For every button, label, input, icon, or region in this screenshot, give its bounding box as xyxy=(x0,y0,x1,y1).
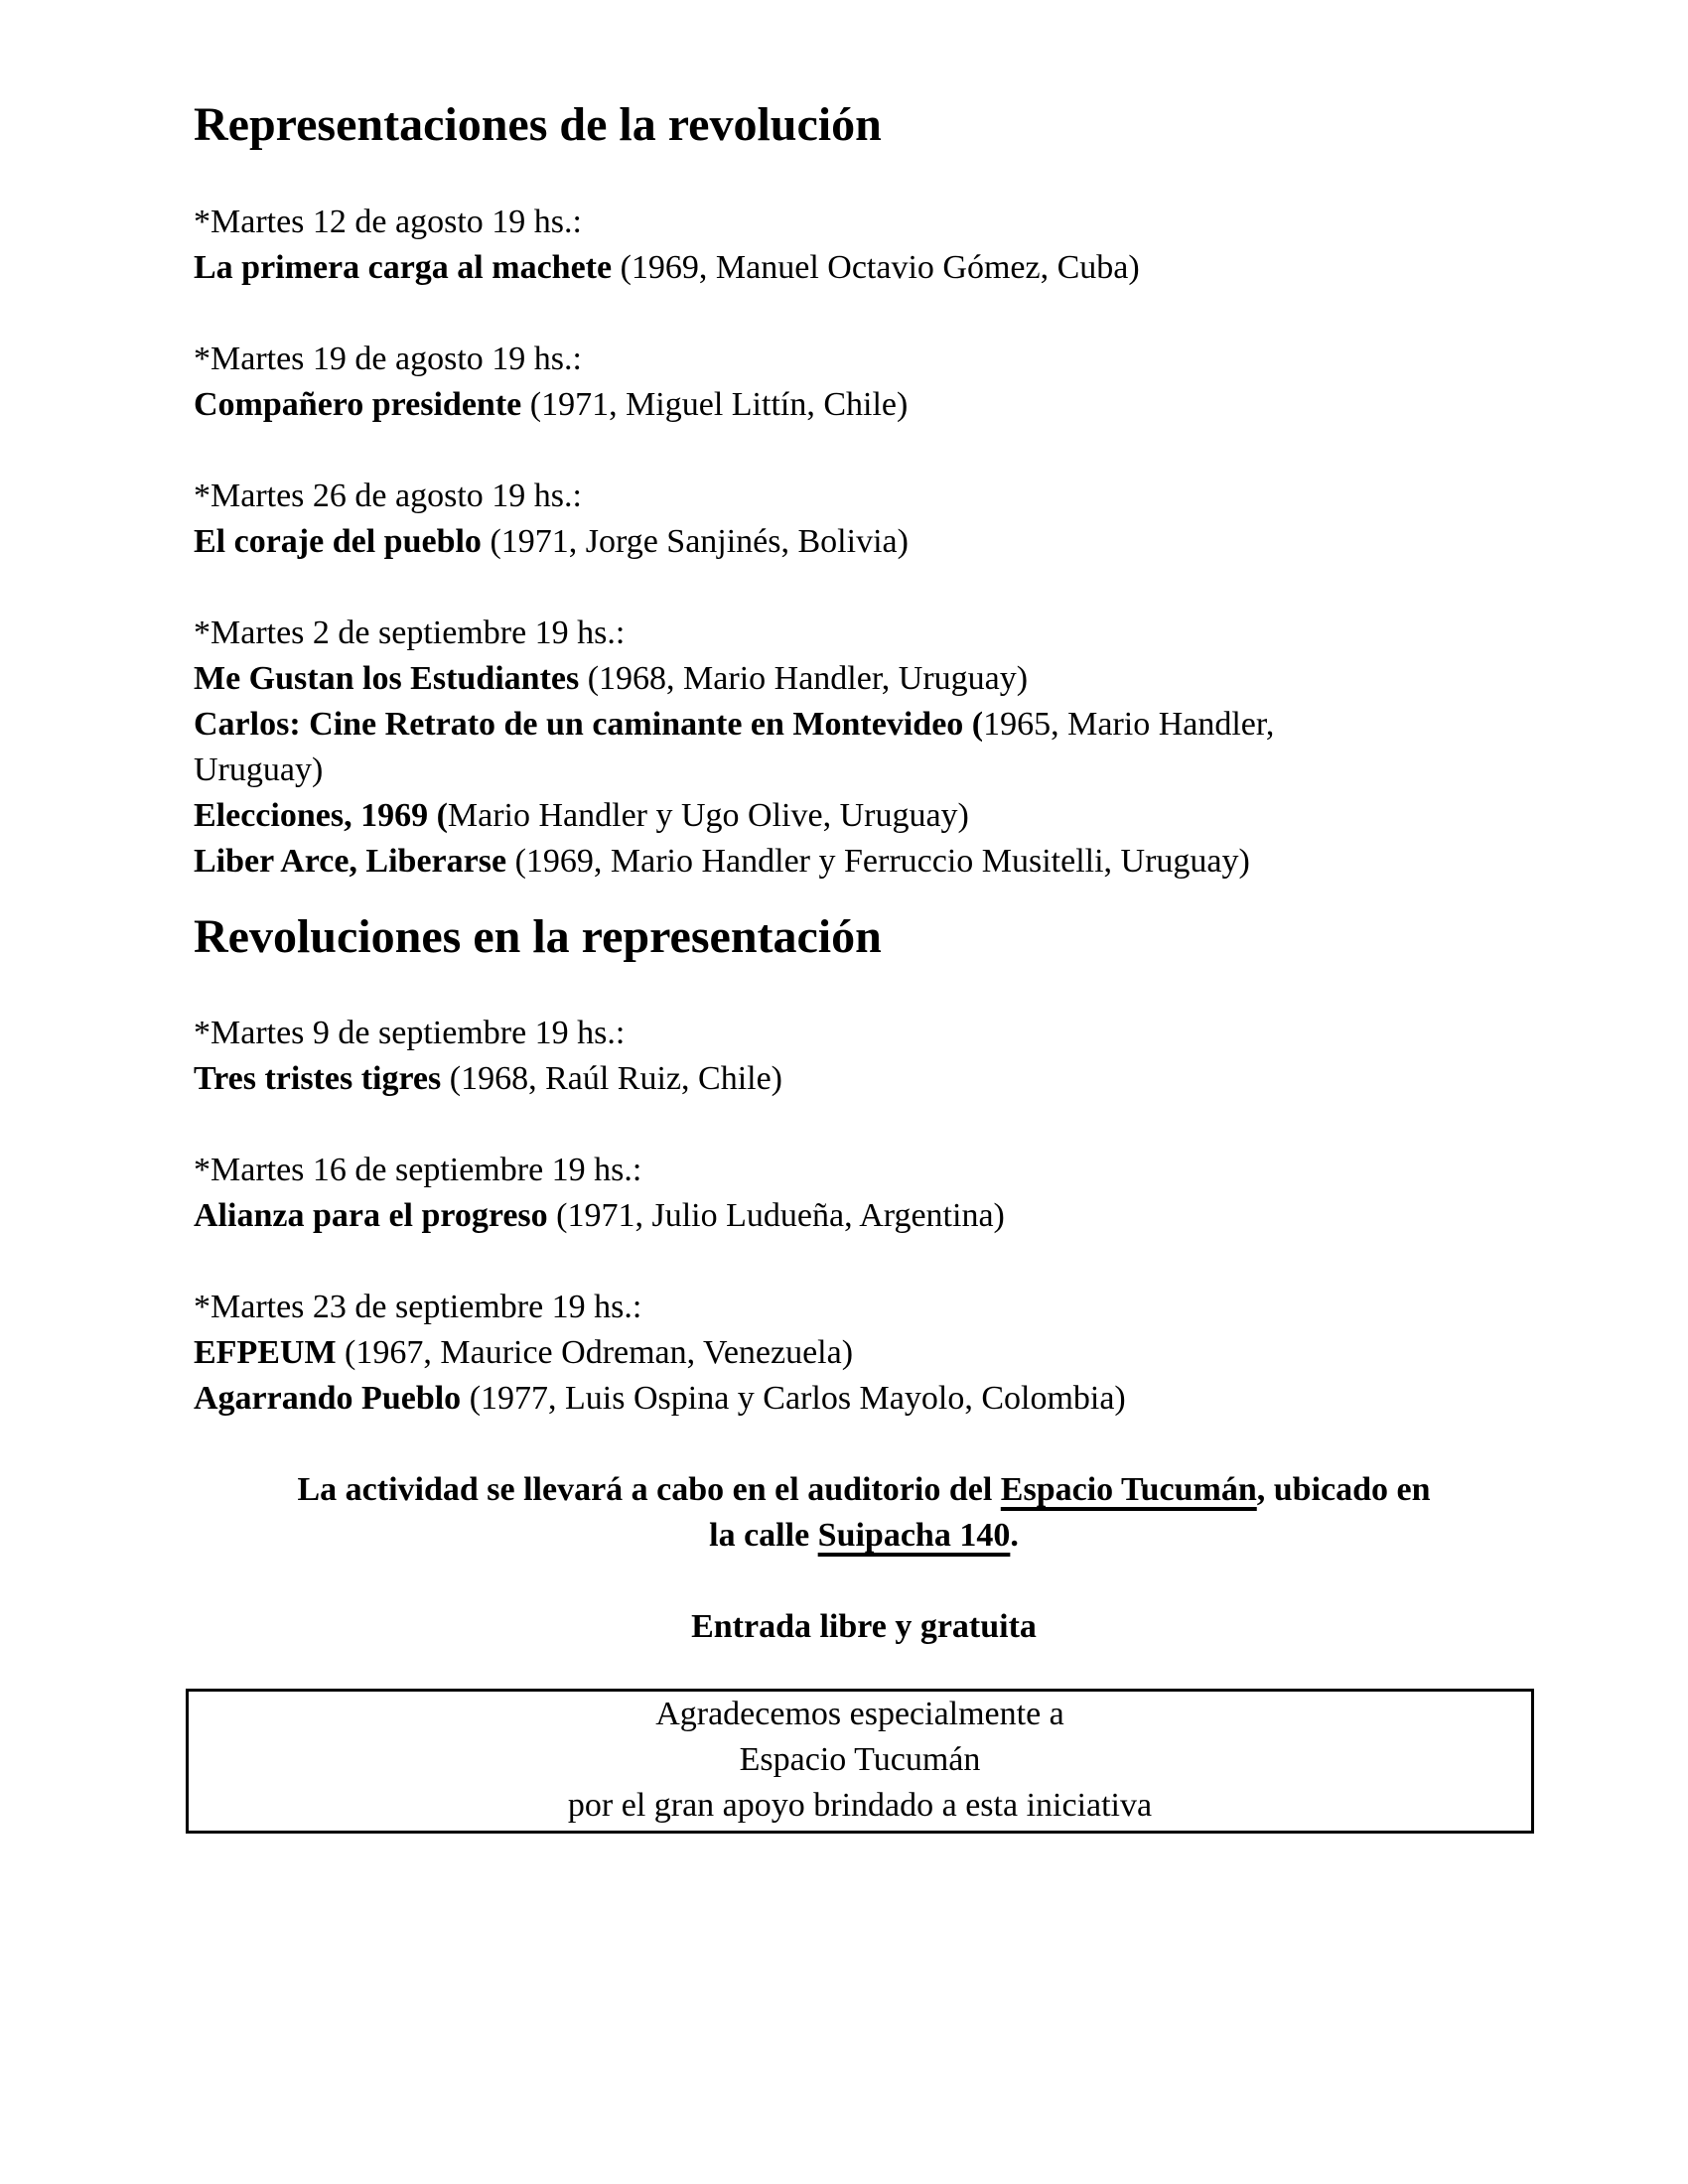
text-segment: Mario Handler y Ugo Olive, Uruguay) xyxy=(447,797,969,834)
text-segment: *Martes 19 de agosto 19 hs.: xyxy=(194,341,582,377)
screening-sections xyxy=(194,95,1534,1422)
underlined-venue-text: Suipacha 140 xyxy=(817,1517,1011,1554)
underlined-venue-text: Espacio Tucumán xyxy=(1000,1471,1257,1508)
text-segment: Elecciones, 1969 ( xyxy=(194,797,448,834)
screening-block xyxy=(194,611,1534,885)
text-segment: Carlos: Cine Retrato de un caminante en Montevideo ( xyxy=(194,706,984,743)
text-segment: (1967, Maurice Odreman, Venezuela) xyxy=(336,1334,854,1371)
text-segment: Tres tristes tigres xyxy=(194,1060,442,1097)
text-segment: Agarrando Pueblo xyxy=(194,1380,462,1417)
text-segment: La primera carga al machete xyxy=(194,249,613,286)
admission-note: Entrada libre y gratuita xyxy=(691,1608,1037,1645)
text-segment: (1969, Mario Handler y Ferruccio Musitelli, Uruguay) xyxy=(506,843,1250,880)
screening-block xyxy=(194,1285,1534,1422)
screening-block xyxy=(194,200,1534,291)
text-segment: *Martes 12 de agosto 19 hs.: xyxy=(194,204,582,240)
program-section xyxy=(194,95,1534,885)
text-segment: El coraje del pueblo xyxy=(194,523,482,560)
screening-block xyxy=(194,474,1534,565)
text-segment: EFPEUM xyxy=(194,1334,337,1371)
text-segment: Uruguay) xyxy=(194,751,324,788)
text-segment: (1971, Miguel Littín, Chile) xyxy=(521,386,909,423)
screening-block xyxy=(194,1011,1534,1102)
text-segment: Compañero presidente xyxy=(194,386,522,423)
program-section xyxy=(194,907,1534,1422)
text-segment: . xyxy=(1010,1517,1019,1554)
text-segment: Alianza para el progreso xyxy=(194,1197,548,1234)
text-segment: la calle xyxy=(709,1517,818,1554)
venue-note xyxy=(194,1467,1534,1559)
text-segment: La actividad se llevará a cabo en el auditorio del xyxy=(297,1471,1001,1508)
text-segment: (1968, Raúl Ruiz, Chile) xyxy=(441,1060,783,1097)
thanks-box-line: Agradecemos especialmente a xyxy=(655,1696,1064,1732)
text-segment: Me Gustan los Estudiantes xyxy=(194,660,580,697)
screening-block xyxy=(194,1148,1534,1239)
text-segment: (1971, Jorge Sanjinés, Bolivia) xyxy=(481,523,909,560)
section-heading: Representaciones de la revolución xyxy=(194,98,882,151)
text-segment: (1969, Manuel Octavio Gómez, Cuba) xyxy=(612,249,1140,286)
text-segment: Liber Arce, Liberarse xyxy=(194,843,507,880)
thanks-box-line: por el gran apoyo brindado a esta iniciativa xyxy=(567,1787,1153,1824)
text-segment: (1971, Julio Ludueña, Argentina) xyxy=(547,1197,1005,1234)
thanks-box-line: Espacio Tucumán xyxy=(739,1741,981,1778)
screening-block xyxy=(194,337,1534,428)
text-segment: (1968, Mario Handler, Uruguay) xyxy=(579,660,1029,697)
text-segment: *Martes 16 de septiembre 19 hs.: xyxy=(194,1152,642,1188)
text-segment: 1965, Mario Handler, xyxy=(983,706,1275,743)
thanks-box xyxy=(186,1689,1534,1834)
text-segment: *Martes 9 de septiembre 19 hs.: xyxy=(194,1015,626,1051)
text-segment: (1977, Luis Ospina y Carlos Mayolo, Colombia) xyxy=(461,1380,1126,1417)
text-segment: *Martes 2 de septiembre 19 hs.: xyxy=(194,614,626,651)
section-heading: Revoluciones en la representación xyxy=(194,910,882,963)
text-segment: *Martes 23 de septiembre 19 hs.: xyxy=(194,1289,642,1325)
text-segment: *Martes 26 de agosto 19 hs.: xyxy=(194,478,582,514)
text-segment: , ubicado en xyxy=(1256,1471,1431,1508)
